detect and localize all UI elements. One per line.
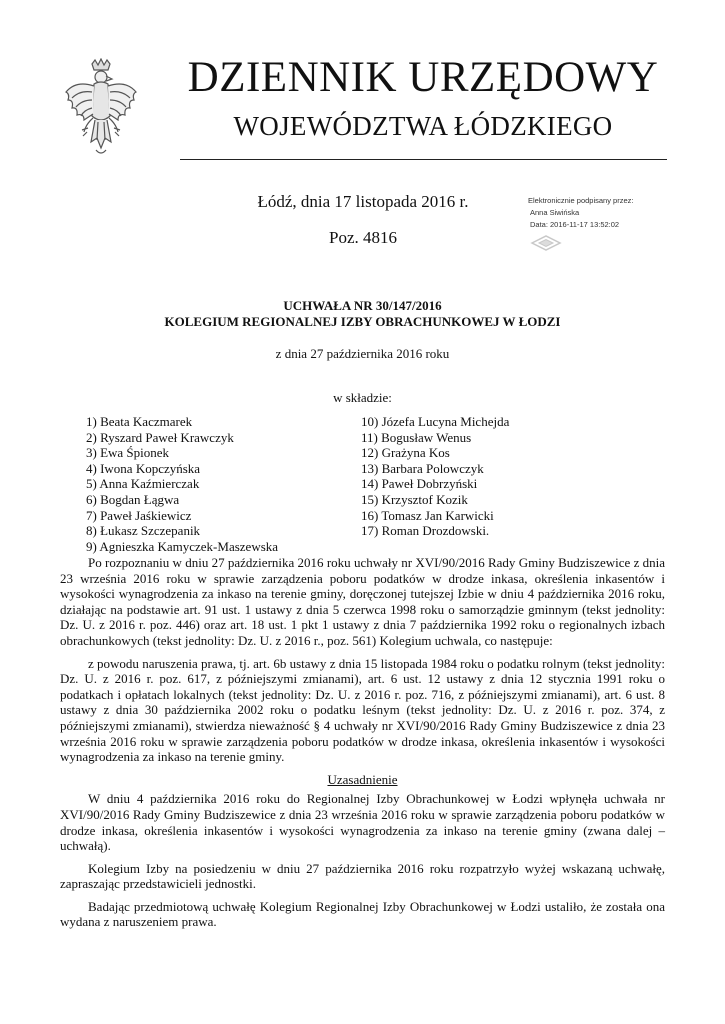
list-item: 1) Beata Kaczmarek <box>86 414 193 429</box>
paragraph-justification-3: Badając przedmiotową uchwałę Kolegium Regionalnej Izby Obrachunkowej w Łodzi ustaliło, że została ona wydana z naruszeniem prawa. <box>60 898 665 930</box>
resolution-body: KOLEGIUM REGIONALNEJ IZBY OBRACHUNKOWEJ W ŁODZI <box>164 314 561 329</box>
list-item: 7) Paweł Jaśkiewicz <box>86 507 192 523</box>
list-item: 5) Anna Kaźmierczak <box>86 476 200 492</box>
polish-eagle-emblem-icon <box>62 58 140 168</box>
list-item: 16) Tomasz Jan Karwicki <box>361 507 494 523</box>
resolution-number: UCHWAŁA NR 30/147/2016 <box>283 298 442 313</box>
members-list-left <box>86 414 346 554</box>
paragraph-justification-2: Kolegium Izby na posiedzeniu w dniu 27 października 2016 roku rozpatrzyło wyżej wskazaną uchwałę, zapraszając przedstawicieli jednostki. <box>60 860 665 892</box>
list-item: 4) Iwona Kopczyńska <box>86 460 201 476</box>
resolution-date: z dnia 27 października 2016 roku <box>275 346 450 361</box>
list-item: 9) Agnieszka Kamyczek-Maszewska <box>86 538 279 554</box>
signature-stamp-icon <box>530 234 562 252</box>
paragraph-preamble: Po rozpoznaniu w dniu 27 października 2016 roku uchwały nr XVI/90/2016 Rady Gminy Budziszewice z dnia 23 września 2016 roku w sprawie zarządzenia poboru podatków w drodze inkasa, określenia inkasentów i wysokości wynagrodzenia za inkaso na terenie gminy, doręczonej tutejszej Izbie w dniu 4 października 2016 roku, działając na podstawie art. 91 ust. 1 ustawy z dnia 5 czerwca 1998 roku o samorządzie gminnym (tekst jednolity: Dz. U. z 2016 r. poz. 446) oraz art. 18 ust. 1 pkt 1 ustawy z dnia 7 października 1992 roku o regionalnych izbach obrachunkowych (tekst jednolity: Dz. U. z 2016 r., poz. 561) Kolegium uchwala, co następuje: <box>60 555 665 648</box>
journal-subtitle: WOJEWÓDZTWA ŁÓDZKIEGO <box>233 111 613 141</box>
signature-signer: Anna Siwińska <box>530 208 580 217</box>
list-item: 13) Barbara Polowczyk <box>361 460 484 476</box>
publication-date: Łódź, dnia 17 listopada 2016 r. <box>257 192 469 211</box>
signature-date: Data: 2016-11-17 13:52:02 <box>530 220 620 229</box>
header-divider <box>180 159 667 160</box>
justification-heading: Uzasadnienie <box>327 771 398 787</box>
members-list-right <box>361 414 621 539</box>
electronic-signature-block <box>528 195 688 231</box>
resolution-text <box>60 555 665 930</box>
list-item: 6) Bogdan Łągwa <box>86 491 180 507</box>
resolution-title <box>60 298 665 330</box>
list-item: 12) Grażyna Kos <box>361 445 450 461</box>
list-item: 8) Łukasz Szczepanik <box>86 523 201 539</box>
journal-title: DZIENNIK URZĘDOWY <box>187 54 659 101</box>
list-item: 10) Józefa Lucyna Michejda <box>361 414 510 429</box>
list-item: 14) Paweł Dobrzyński <box>361 476 478 492</box>
list-item: 15) Krzysztof Kozik <box>361 491 468 507</box>
composition-label: w składzie: <box>333 390 392 405</box>
list-item: 2) Ryszard Paweł Krawczyk <box>86 429 234 445</box>
position-number: Poz. 4816 <box>329 228 397 247</box>
signature-label: Elektronicznie podpisany przez: <box>528 196 634 205</box>
list-item: 3) Ewa Śpionek <box>86 445 170 461</box>
list-item: 11) Bogusław Wenus <box>361 429 472 445</box>
list-item: 17) Roman Drozdowski. <box>361 523 490 539</box>
paragraph-justification-1: W dniu 4 października 2016 roku do Regionalnej Izby Obrachunkowej w Łodzi wpłynęła uchwała nr XVI/90/2016 Rady Gminy Budziszewice z dnia 23 września 2016 roku w sprawie zarządzenia poboru podatków w drodze inkasa, określenia inkasentów i wysokości wynagrodzenia za inkaso na terenie gminy (zwana dalej – uchwałą). <box>60 791 665 854</box>
paragraph-decision: z powodu naruszenia prawa, tj. art. 6b ustawy z dnia 15 listopada 1984 roku o podatku rolnym (tekst jednolity: Dz. U. z 2016 r. poz. 617, z późniejszymi zmianami), art. 6 ust. 12 ustawy z dnia 12 stycznia 1991 roku o podatkach i opłatach lokalnych (tekst jednolity: Dz. U. z 2016 r. poz. 716, z późniejszymi zmianami), art. 6 ust. 8 ustawy z dnia 30 października 2002 roku o podatku leśnym (tekst jednolity: Dz. U. z 2016 r. poz. 374, z późniejszymi zmianami), stwierdza nieważność § 4 uchwały nr XVI/90/2016 Rady Gminy Budziszewice z dnia 23 września 2016 roku w sprawie zarządzenia poboru podatków w drodze inkasa, określenia inkasentów i wysokości wynagrodzenia za inkaso na terenie gminy. <box>60 655 665 765</box>
